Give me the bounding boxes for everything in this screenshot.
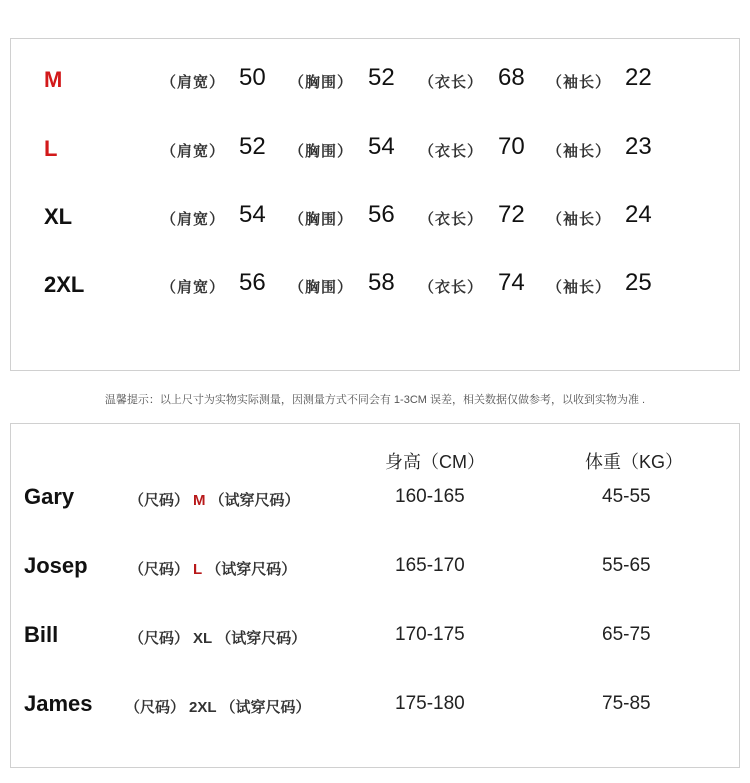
size-code: XL bbox=[44, 204, 73, 229]
size-label: （尺码） bbox=[129, 630, 190, 647]
sleeve-label: （袖长） bbox=[547, 74, 612, 91]
weight-range: 45-55 bbox=[602, 486, 651, 507]
fit-row-james bbox=[11, 689, 739, 729]
shoulder-value: 52 bbox=[239, 133, 266, 160]
fit-row-bill bbox=[11, 620, 739, 660]
model-name: James bbox=[24, 691, 93, 716]
chest-label: （胸围） bbox=[289, 279, 354, 296]
length-value: 74 bbox=[498, 269, 525, 296]
sleeve-value: 22 bbox=[625, 64, 652, 91]
size-row-l bbox=[11, 130, 739, 170]
fit-size: M bbox=[193, 492, 206, 509]
length-label: （衣长） bbox=[419, 143, 484, 160]
sleeve-value: 24 bbox=[625, 201, 652, 228]
sleeve-label: （袖长） bbox=[547, 211, 612, 228]
size-row-xl bbox=[11, 198, 739, 238]
sleeve-label: （袖长） bbox=[547, 279, 612, 296]
height-range: 165-170 bbox=[395, 555, 465, 576]
size-code: 2XL bbox=[44, 272, 85, 297]
sleeve-value: 23 bbox=[625, 133, 652, 160]
chest-label: （胸围） bbox=[289, 74, 354, 91]
length-value: 72 bbox=[498, 201, 525, 228]
height-range: 170-175 bbox=[395, 624, 465, 645]
weight-header: 体重（KG） bbox=[585, 452, 684, 472]
shoulder-value: 56 bbox=[239, 269, 266, 296]
fit-size: L bbox=[193, 561, 203, 578]
height-range: 175-180 bbox=[395, 693, 465, 714]
size-chart-panel bbox=[10, 38, 740, 371]
size-row-2xl bbox=[11, 266, 739, 306]
fit-label: （试穿尺码） bbox=[216, 630, 307, 647]
weight-range: 55-65 bbox=[602, 555, 651, 576]
chest-value: 56 bbox=[368, 201, 395, 228]
shoulder-label: （肩宽） bbox=[161, 143, 226, 160]
chest-value: 58 bbox=[368, 269, 395, 296]
length-label: （衣长） bbox=[419, 279, 484, 296]
model-name: Gary bbox=[24, 484, 75, 509]
size-label: （尺码） bbox=[125, 699, 186, 716]
model-name: Josep bbox=[24, 553, 88, 578]
fit-size: 2XL bbox=[189, 699, 217, 716]
shoulder-value: 54 bbox=[239, 201, 266, 228]
weight-range: 75-85 bbox=[602, 693, 651, 714]
fit-tag bbox=[125, 696, 311, 717]
shoulder-label: （肩宽） bbox=[161, 279, 226, 296]
height-header: 身高（CM） bbox=[385, 452, 485, 472]
fit-tag bbox=[129, 489, 300, 510]
size-code: L bbox=[44, 136, 58, 161]
chest-value: 54 bbox=[368, 133, 395, 160]
shoulder-value: 50 bbox=[239, 64, 266, 91]
fit-tag bbox=[129, 558, 296, 579]
size-label: （尺码） bbox=[129, 492, 190, 509]
fit-chart-panel bbox=[10, 423, 740, 768]
shoulder-label: （肩宽） bbox=[161, 74, 226, 91]
size-row-m bbox=[11, 61, 739, 101]
fit-label: （试穿尺码） bbox=[220, 699, 311, 716]
fit-label: （试穿尺码） bbox=[206, 561, 297, 578]
model-name: Bill bbox=[24, 622, 59, 647]
length-value: 70 bbox=[498, 133, 525, 160]
shoulder-label: （肩宽） bbox=[161, 211, 226, 228]
size-label: （尺码） bbox=[129, 561, 190, 578]
chest-label: （胸围） bbox=[289, 211, 354, 228]
fit-row-gary bbox=[11, 482, 739, 522]
height-range: 160-165 bbox=[395, 486, 465, 507]
chest-label: （胸围） bbox=[289, 143, 354, 160]
chest-value: 52 bbox=[368, 64, 395, 91]
length-value: 68 bbox=[498, 64, 525, 91]
size-code: M bbox=[44, 67, 63, 92]
fit-tag bbox=[129, 627, 306, 648]
sleeve-label: （袖长） bbox=[547, 143, 612, 160]
measurement-note: 温馨提示：以上尺寸为实物实际测量，因测量方式不同会有 1-3CM 误差，相关数据仅做参考，以收到实物为准 . bbox=[104, 394, 646, 406]
sleeve-value: 25 bbox=[625, 269, 652, 296]
fit-row-josep bbox=[11, 551, 739, 591]
weight-range: 65-75 bbox=[602, 624, 651, 645]
length-label: （衣长） bbox=[419, 211, 484, 228]
fit-size: XL bbox=[193, 630, 213, 647]
length-label: （衣长） bbox=[419, 74, 484, 91]
fit-label: （试穿尺码） bbox=[209, 492, 300, 509]
